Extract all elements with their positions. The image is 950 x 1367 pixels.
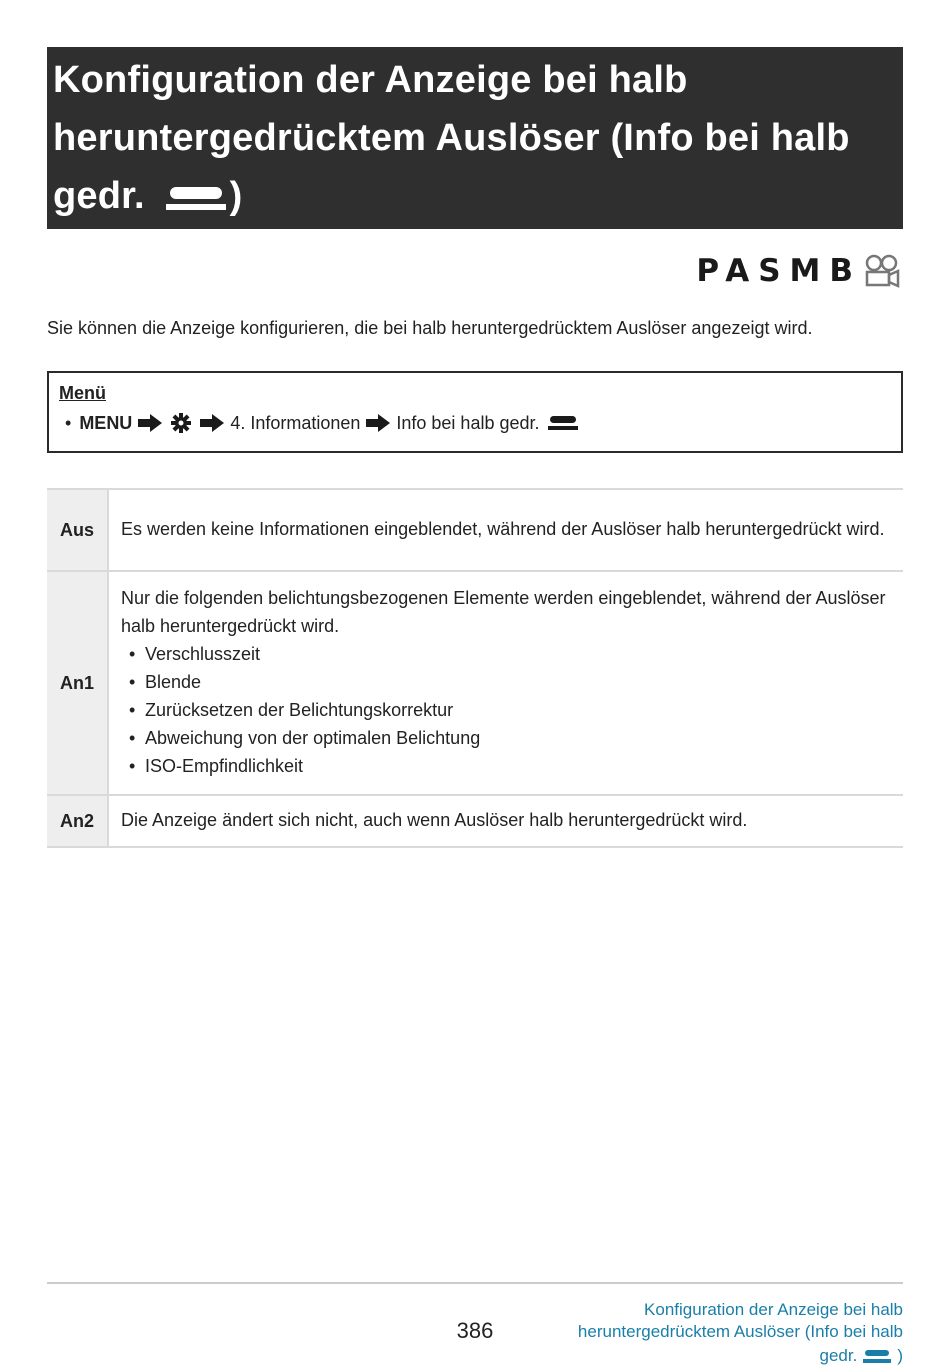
footer-link-line1[interactable]: Konfiguration der Anzeige bei halb (644, 1300, 903, 1319)
option-key: An2 (47, 795, 108, 847)
page-title (53, 51, 897, 225)
footer-link-line3[interactable] (820, 1345, 903, 1367)
page-title-line1: Konfiguration der Anzeige bei halb (53, 59, 688, 101)
menu-step-informationen: 4. Informationen (230, 413, 361, 433)
footer-divider (47, 1282, 903, 1284)
page-title-line2: heruntergedrücktem Auslöser (Info bei halb (53, 117, 850, 159)
arrow-right-icon (200, 414, 224, 432)
footer-link-line3-prefix[interactable]: gedr. (819, 1346, 858, 1365)
shutter-half-press-icon (548, 415, 578, 431)
option-description: Die Anzeige ändert sich nicht, auch wenn Auslöser halb heruntergedrückt wird. (108, 795, 903, 847)
page-title-banner (47, 47, 903, 229)
menu-bullet: • (65, 413, 72, 433)
list-item: • Blende (145, 668, 891, 696)
table-row (47, 571, 903, 795)
list-item: • ISO-Empfindlichkeit (145, 752, 891, 780)
footer-link-line2[interactable]: heruntergedrücktem Auslöser (Info bei halb (577, 1322, 903, 1341)
gear-icon (170, 412, 192, 434)
menu-key: MENU (79, 413, 133, 433)
option-key: An1 (47, 571, 108, 795)
footer-link-line3-suffix[interactable]: ) (897, 1346, 903, 1365)
footer-section-link[interactable] (543, 1299, 903, 1367)
list-item: • Abweichung von der optimalen Belichtung (145, 724, 891, 752)
shooting-modes (696, 253, 900, 289)
option-key: Aus (47, 489, 108, 571)
list-item: • Zurücksetzen der Belichtungskorrektur (145, 696, 891, 724)
arrow-right-icon (366, 414, 390, 432)
options-table (47, 488, 903, 848)
page-title-line3-prefix: gedr. (53, 175, 145, 217)
arrow-right-icon (138, 414, 162, 432)
page-number: 386 (456, 1318, 494, 1343)
shutter-half-press-icon (166, 183, 226, 213)
table-row (47, 489, 903, 571)
option-description-text: Nur die folgenden belichtungsbezogenen Elemente werden eingeblendet, während der Auslöser halb heruntergedrückt wird. (121, 588, 886, 636)
list-item: • Verschlusszeit (145, 640, 891, 668)
option-item-list (121, 640, 891, 780)
menu-path-box (47, 371, 903, 453)
menu-path (59, 412, 891, 434)
movie-camera-icon (864, 254, 900, 288)
menu-heading: Menü (59, 383, 106, 403)
option-description (108, 571, 903, 795)
menu-step-info-halb-gedr: Info bei halb gedr. (396, 413, 540, 433)
page-title-line3-suffix: ) (229, 175, 243, 217)
table-row (47, 795, 903, 847)
shutter-half-press-icon (863, 1349, 891, 1364)
option-description: Es werden keine Informationen eingeblendet, während der Auslöser halb heruntergedrückt wird. (108, 489, 903, 571)
intro-text: Sie können die Anzeige konfigurieren, die bei halb heruntergedrücktem Auslöser angezeigt wird. (47, 318, 813, 338)
shooting-mode-letters: PASMB (696, 253, 862, 289)
